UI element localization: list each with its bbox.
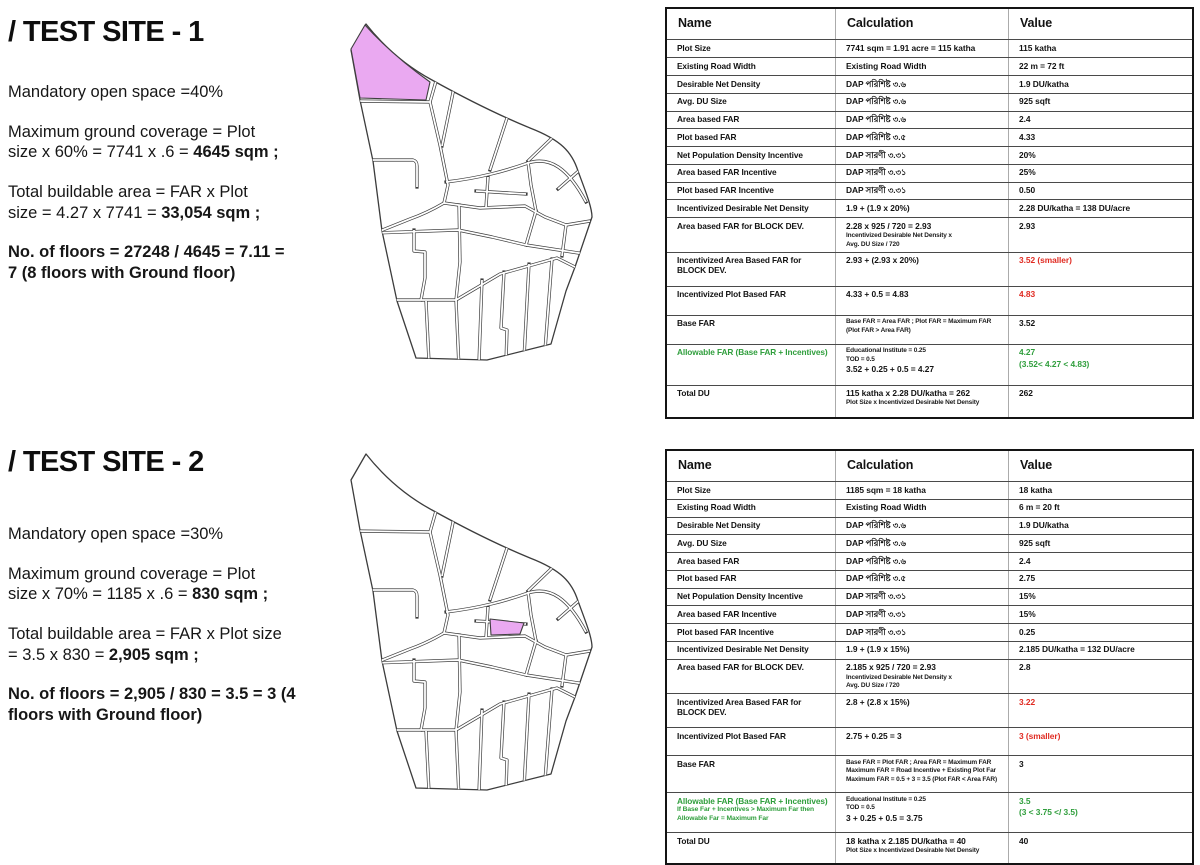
table-row	[667, 385, 1192, 417]
row-calculation-cell: 2.8 + (2.8 x 15%)	[835, 694, 1008, 727]
row-value-cell: 3 (smaller)	[1008, 728, 1192, 755]
calculation-notes	[8, 82, 353, 302]
table-row	[667, 499, 1192, 517]
row-value-cell: 0.25	[1008, 624, 1192, 641]
row-calculation-cell: 2.185 x 925 / 720 = 2.93 Incentivized Desirable Net Density x Avg. DU Size / 720	[835, 660, 1008, 694]
row-name-cell: Total DU	[677, 835, 710, 846]
calc-paragraph: Mandatory open space =40%	[8, 83, 224, 101]
table-row	[667, 111, 1192, 129]
row-value-cell: 15%	[1008, 606, 1192, 623]
calc-paragraph: No. of floors = 27248 / 4645 = 7.11 = 7 (8 floors with Ground floor)	[8, 243, 285, 282]
calc-paragraph: Maximum ground coverage = Plot size x 70% = 1185 x .6 = 830 sqm ;	[8, 564, 269, 604]
page-title: / TEST SITE - 1	[8, 16, 204, 48]
row-name-cell: Desirable Net Density	[677, 520, 761, 531]
table-row	[667, 832, 1192, 863]
row-name-cell: Area based FAR for BLOCK DEV.	[677, 662, 804, 673]
table-row	[667, 128, 1192, 146]
row-value-cell: 4.83	[1008, 287, 1192, 315]
row-name-cell: Area based FAR	[677, 114, 740, 125]
row-value-cell: 2.4	[1008, 112, 1192, 129]
row-calculation-cell: DAP পরিশিষ্ট ৩.৬	[835, 112, 1008, 129]
calc-paragraph: Total buildable area = FAR x Plot size = 3.5 x 830 = 2,905 sqm ;	[8, 624, 282, 664]
table-header-row	[667, 9, 1192, 39]
row-name-cell: Net Population Density Incentive	[677, 149, 803, 160]
table-row	[667, 182, 1192, 200]
table-row	[667, 727, 1192, 755]
table-row	[667, 792, 1192, 832]
row-name-cell: Plot Size	[677, 42, 711, 53]
row-calculation-cell: Educational Institute = 0.25 TOD = 0.5 3 + 0.25 + 0.5 = 3.75	[835, 793, 1008, 832]
table-row	[667, 588, 1192, 606]
row-name-cell: Area based FAR Incentive	[677, 167, 777, 178]
row-calculation-cell: 1.9 + (1.9 x 20%)	[835, 200, 1008, 217]
row-calculation-cell: 1185 sqm = 18 katha	[835, 482, 1008, 499]
table-row	[667, 344, 1192, 385]
table-row	[667, 57, 1192, 75]
row-value-cell: 1.9 DU/katha	[1008, 76, 1192, 93]
row-calculation-cell: DAP পরিশিষ্ট ৩.৬	[835, 535, 1008, 552]
row-name-cell: Incentivized Desirable Net Density	[677, 644, 809, 655]
table-row	[667, 693, 1192, 727]
row-value-cell: 3.52 (smaller)	[1008, 253, 1192, 286]
row-value-cell: 2.185 DU/katha = 132 DU/acre	[1008, 642, 1192, 659]
row-value-cell: 4.27 (3.52< 4.27 < 4.83)	[1008, 345, 1192, 385]
table-row	[667, 217, 1192, 252]
row-name-cell: Net Population Density Incentive	[677, 591, 803, 602]
table-row	[667, 39, 1192, 57]
row-calculation-cell: Educational Institute = 0.25 TOD = 0.5 3.52 + 0.25 + 0.5 = 4.27	[835, 345, 1008, 385]
row-calculation-cell: DAP পরিশিষ্ট ৩.৬	[835, 94, 1008, 111]
row-name-cell: Incentivized Desirable Net Density	[677, 202, 809, 213]
row-calculation-cell: DAP সারণী ৩.৩১	[835, 606, 1008, 623]
row-name-cell: Total DU	[677, 388, 710, 399]
row-value-cell: 0.50	[1008, 183, 1192, 200]
row-value-cell: 15%	[1008, 589, 1192, 606]
row-name-cell: Plot based FAR Incentive	[677, 185, 774, 196]
row-calculation-cell: 4.33 + 0.5 = 4.83	[835, 287, 1008, 315]
row-calculation-cell: DAP পরিশিষ্ট ৩.৬	[835, 553, 1008, 570]
row-name-cell: Avg. DU Size	[677, 537, 727, 548]
table-row	[667, 755, 1192, 792]
row-calculation-cell: 2.75 + 0.25 = 3	[835, 728, 1008, 755]
calculation-notes	[8, 524, 353, 744]
table-row	[667, 93, 1192, 111]
row-value-cell: 1.9 DU/katha	[1008, 518, 1192, 535]
row-value-cell: 262	[1008, 386, 1192, 417]
row-name-cell: Avg. DU Size	[677, 96, 727, 107]
table-row	[667, 517, 1192, 535]
table-row	[667, 552, 1192, 570]
row-value-cell: 22 m = 72 ft	[1008, 58, 1192, 75]
table-row	[667, 570, 1192, 588]
row-name-cell: Area based FAR Incentive	[677, 608, 777, 619]
row-calculation-cell: 18 katha x 2.185 DU/katha = 40 Plot Size x Incentivized Desirable Net Density	[835, 833, 1008, 863]
row-name-cell: Incentivized Plot Based FAR	[677, 289, 786, 300]
row-calculation-cell: DAP পরিশিষ্ট ৩.৫	[835, 571, 1008, 588]
row-name-cell: Area based FAR	[677, 555, 740, 566]
table-row	[667, 286, 1192, 315]
row-name-cell: Base FAR	[677, 758, 715, 769]
row-calculation-cell: DAP সারণী ৩.৩১	[835, 589, 1008, 606]
row-calculation-cell: 115 katha x 2.28 DU/katha = 262 Plot Size x Incentivized Desirable Net Density	[835, 386, 1008, 417]
column-header-name: Name	[678, 458, 712, 472]
row-value-cell: 3.22	[1008, 694, 1192, 727]
row-calculation-cell: 2.93 + (2.93 x 20%)	[835, 253, 1008, 286]
table-header-row	[667, 451, 1192, 481]
row-calculation-cell: Existing Road Width	[835, 58, 1008, 75]
row-value-cell: 3	[1008, 756, 1192, 792]
site-boundary	[351, 454, 592, 790]
row-calculation-cell: Existing Road Width	[835, 500, 1008, 517]
row-name-cell: Plot based FAR	[677, 573, 737, 584]
table-row	[667, 623, 1192, 641]
row-value-cell: 40	[1008, 833, 1192, 863]
column-header-value: Value	[1008, 9, 1192, 39]
row-calculation-cell: DAP পরিশিষ্ট ৩.৬	[835, 76, 1008, 93]
calc-paragraph: Total buildable area = FAR x Plot size = 4.27 x 7741 = 33,054 sqm ;	[8, 182, 261, 222]
row-calculation-cell: DAP সারণী ৩.৩১	[835, 183, 1008, 200]
row-calculation-cell: DAP পরিশিষ্ট ৩.৫	[835, 129, 1008, 146]
row-name-cell: Base FAR	[677, 318, 715, 329]
column-header-value: Value	[1008, 451, 1192, 481]
row-calculation-cell: DAP সারণী ৩.৩১	[835, 147, 1008, 164]
row-name-cell: Plot based FAR Incentive	[677, 626, 774, 637]
highlighted-plot	[351, 25, 430, 100]
row-name-cell: Allowable FAR (Base FAR + Incentives) If Base Far + Incentives > Maximum Far then Allowable Far = Maximum Far	[677, 795, 828, 822]
column-header-calculation: Calculation	[835, 451, 1008, 481]
site-map-2	[330, 440, 650, 840]
site-map-1	[330, 10, 650, 410]
calc-paragraph: No. of floors = 2,905 / 830 = 3.5 = 3 (4 floors with Ground floor)	[8, 685, 296, 724]
row-value-cell: 2.28 DU/katha = 138 DU/acre	[1008, 200, 1192, 217]
row-calculation-cell: 1.9 + (1.9 x 15%)	[835, 642, 1008, 659]
table-row	[667, 199, 1192, 217]
row-name-cell: Incentivized Area Based FAR for BLOCK DEV.	[677, 696, 802, 718]
column-header-name: Name	[678, 16, 712, 30]
row-value-cell: 2.8	[1008, 660, 1192, 694]
row-value-cell: 20%	[1008, 147, 1192, 164]
row-value-cell: 25%	[1008, 165, 1192, 182]
table-row	[667, 481, 1192, 499]
table-row	[667, 146, 1192, 164]
row-calculation-cell: DAP পরিশিষ্ট ৩.৬	[835, 518, 1008, 535]
row-value-cell: 3.52	[1008, 316, 1192, 344]
row-name-cell: Plot Size	[677, 484, 711, 495]
row-value-cell: 115 katha	[1008, 40, 1192, 57]
row-calculation-cell: 2.28 x 925 / 720 = 2.93 Incentivized Desirable Net Density x Avg. DU Size / 720	[835, 218, 1008, 252]
far-calculation-table	[665, 449, 1194, 865]
table-row	[667, 641, 1192, 659]
row-calculation-cell: DAP সারণী ৩.৩১	[835, 624, 1008, 641]
calc-paragraph: Mandatory open space =30%	[8, 525, 224, 543]
row-value-cell: 925 sqft	[1008, 94, 1192, 111]
calc-paragraph: Maximum ground coverage = Plot size x 60% = 7741 x .6 = 4645 sqm ;	[8, 122, 279, 162]
table-row	[667, 252, 1192, 286]
far-calculation-table	[665, 7, 1194, 419]
row-name-cell: Plot based FAR	[677, 131, 737, 142]
table-row	[667, 315, 1192, 344]
row-name-cell: Allowable FAR (Base FAR + Incentives)	[677, 347, 828, 358]
row-name-cell: Desirable Net Density	[677, 78, 761, 89]
table-row	[667, 605, 1192, 623]
row-calculation-cell: Base FAR = Plot FAR ; Area FAR = Maximum FAR Maximum FAR = Road Incentive + Existing Plot Far Maximum FAR = 0.5 + 3 = 3.5 (Plot FAR < Area FAR)	[835, 756, 1008, 792]
row-value-cell: 3.5 (3 < 3.75 </ 3.5)	[1008, 793, 1192, 832]
row-value-cell: 925 sqft	[1008, 535, 1192, 552]
table-row	[667, 534, 1192, 552]
row-name-cell: Incentivized Plot Based FAR	[677, 730, 786, 741]
row-calculation-cell: Base FAR = Area FAR ; Plot FAR = Maximum FAR (Plot FAR > Area FAR)	[835, 316, 1008, 344]
row-value-cell: 4.33	[1008, 129, 1192, 146]
row-value-cell: 18 katha	[1008, 482, 1192, 499]
row-name-cell: Existing Road Width	[677, 60, 756, 71]
row-value-cell: 2.4	[1008, 553, 1192, 570]
table-row	[667, 659, 1192, 694]
row-name-cell: Existing Road Width	[677, 502, 756, 513]
row-calculation-cell: 7741 sqm = 1.91 acre = 115 katha	[835, 40, 1008, 57]
row-value-cell: 6 m = 20 ft	[1008, 500, 1192, 517]
table-row	[667, 164, 1192, 182]
page-title: / TEST SITE - 2	[8, 446, 204, 478]
row-name-cell: Area based FAR for BLOCK DEV.	[677, 220, 804, 231]
row-value-cell: 2.75	[1008, 571, 1192, 588]
row-calculation-cell: DAP সারণী ৩.৩১	[835, 165, 1008, 182]
table-row	[667, 75, 1192, 93]
row-value-cell: 2.93	[1008, 218, 1192, 252]
row-name-cell: Incentivized Area Based FAR for BLOCK DEV.	[677, 255, 802, 276]
column-header-calculation: Calculation	[835, 9, 1008, 39]
